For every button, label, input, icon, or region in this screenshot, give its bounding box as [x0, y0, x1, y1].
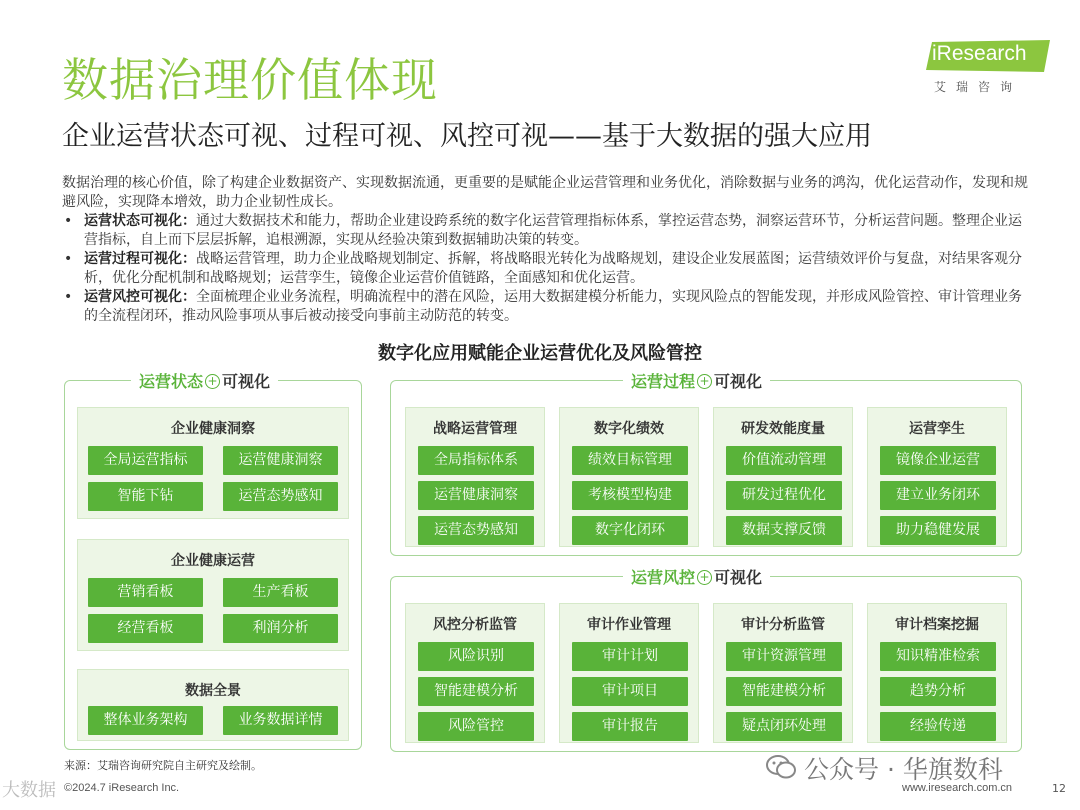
item-chip: 全局运营指标: [88, 446, 203, 475]
page-number: 12: [1052, 782, 1066, 795]
bullet-risk: [62, 288, 1034, 326]
item-chip: 全局指标体系: [418, 446, 534, 475]
card-audit-archive: [867, 603, 1007, 743]
iresearch-logo: [926, 36, 1050, 96]
logo-text: iResearch: [932, 42, 1027, 65]
item-chip: 疑点闭环处理: [726, 712, 842, 741]
page-title: 数据治理价值体现: [62, 53, 438, 107]
logo-subtext: 艾瑞咨询: [934, 80, 1023, 94]
item-chip: 镜像企业运营: [880, 446, 996, 475]
copyright: ©2024.7 iResearch Inc.: [64, 782, 180, 794]
card-digital-performance: [559, 407, 699, 547]
bullet-text: 战略运营管理，助力企业战略规划制定、拆解，将战略眼光转化为战略规划，建设企业发展蓝图；运营绩效评价与复盘，对结果客观分析，优化分配机制和战略规划；运营孪生，镜像企业运营价值链路，全面感知和优化运营。: [84, 251, 1022, 286]
plus-circle-icon: +: [697, 570, 712, 585]
item-chip: 智能建模分析: [726, 677, 842, 706]
panel-label-dark: 可视化: [222, 372, 271, 391]
item-chip: 智能下钻: [88, 482, 203, 511]
intro-paragraph: 数据治理的核心价值，除了构建企业数据资产、实现数据流通，更重要的是赋能企业运营管理和业务优化，消除数据与业务的鸿沟，优化运营动作，发现和规避风险，实现降本增效，助力企业韧性成长。: [62, 175, 1028, 210]
bullet-text: 通过大数据技术和能力，帮助企业建设跨系统的数字化运营管理指标体系，掌控运营态势，洞察运营环节，分析运营问题。整理企业运营指标，自上而下层层拆解，追根溯源，实现从经验决策到数据辅助决策的转变。: [84, 213, 1022, 248]
plus-circle-icon: +: [205, 374, 220, 389]
item-chip: 绩效目标管理: [572, 446, 688, 475]
card-title: 数字化绩效: [594, 421, 664, 437]
diagram-title: 数字化应用赋能企业运营优化及风险管控: [378, 343, 702, 364]
item-chip: 审计计划: [572, 642, 688, 671]
item-chip: 经验传递: [880, 712, 996, 741]
item-chip: 业务数据详情: [223, 706, 338, 735]
item-chip: 智能建模分析: [418, 677, 534, 706]
item-chip: 价值流动管理: [726, 446, 842, 475]
source-note: 来源：艾瑞咨询研究院自主研究及绘制。: [64, 759, 262, 772]
wechat-icon: [766, 754, 796, 780]
card-title: 审计分析监管: [741, 617, 825, 633]
item-chip: 利润分析: [223, 614, 338, 643]
card-title: 运营孪生: [909, 421, 965, 437]
panel-label-dark: 可视化: [714, 372, 763, 391]
item-chip: 运营态势感知: [418, 516, 534, 545]
panel-label: [623, 369, 770, 392]
bullet-marker: •: [64, 213, 73, 229]
watermark-text: 公众号 · 华旗数科: [804, 755, 1003, 784]
body-text: [62, 174, 1034, 326]
card-title: 审计档案挖掘: [895, 617, 979, 633]
website: www.iresearch.com.cn: [902, 782, 1013, 794]
risk-visualization-panel: [390, 568, 1022, 752]
item-chip: 考核模型构建: [572, 481, 688, 510]
card-audit-analysis: [713, 603, 853, 743]
item-chip: 趋势分析: [880, 677, 996, 706]
card-enterprise-health-operation: [77, 539, 349, 651]
card-rd-efficiency: [713, 407, 853, 547]
bullet-process: [62, 250, 1034, 288]
page-subtitle: 企业运营状态可视、过程可视、风控可视——基于大数据的强大应用: [62, 121, 872, 152]
bullet-text: 全面梳理企业业务流程，明确流程中的潜在风险，运用大数据建模分析能力，实现风险点的智能发现，并形成风险管控、审计管理业务的全流程闭环，推动风险事项从事后被动接受向事前主动防范的转变。: [84, 289, 1022, 324]
plus-circle-icon: +: [697, 374, 712, 389]
item-chip: 助力稳健发展: [880, 516, 996, 545]
panel-label-green: 运营风控: [631, 568, 696, 587]
bullet-state: [62, 212, 1034, 250]
item-chip: 建立业务闭环: [880, 481, 996, 510]
bullet-label: 运营状态可视化：: [84, 213, 196, 229]
panel-label-green: 运营状态: [139, 372, 204, 391]
item-chip: 风险识别: [418, 642, 534, 671]
item-chip: 运营态势感知: [223, 482, 338, 511]
panel-label: [623, 565, 770, 588]
item-chip: 数据支撑反馈: [726, 516, 842, 545]
card-title: 战略运营管理: [433, 421, 517, 437]
card-strategy-operation: [405, 407, 545, 547]
process-visualization-panel: [390, 372, 1022, 556]
panel-label: [131, 369, 278, 392]
card-data-panorama: [77, 669, 349, 741]
item-chip: 数字化闭环: [572, 516, 688, 545]
card-risk-analysis: [405, 603, 545, 743]
card-operation-twin: [867, 407, 1007, 547]
card-title: 研发效能度量: [741, 421, 825, 437]
corner-watermark: 大数据: [2, 780, 56, 801]
item-chip: 知识精准检索: [880, 642, 996, 671]
card-title: 企业健康洞察: [171, 421, 255, 437]
card-title: 企业健康运营: [171, 553, 255, 569]
item-chip: 生产看板: [223, 578, 338, 607]
state-visualization-panel: [64, 372, 362, 750]
panel-label-dark: 可视化: [714, 568, 763, 587]
bullet-marker: •: [64, 289, 73, 305]
card-title: 审计作业管理: [587, 617, 671, 633]
item-chip: 审计项目: [572, 677, 688, 706]
item-chip: 营销看板: [88, 578, 203, 607]
item-chip: 风险管控: [418, 712, 534, 741]
bullet-label: 运营过程可视化：: [84, 251, 196, 267]
card-enterprise-health-insight: [77, 407, 349, 519]
wechat-watermark: [766, 750, 1056, 784]
item-chip: 研发过程优化: [726, 481, 842, 510]
item-chip: 运营健康洞察: [223, 446, 338, 475]
card-title: 数据全景: [185, 683, 241, 699]
item-chip: 审计报告: [572, 712, 688, 741]
bullet-marker: •: [64, 251, 73, 267]
item-chip: 审计资源管理: [726, 642, 842, 671]
panel-label-green: 运营过程: [631, 372, 696, 391]
card-audit-operation: [559, 603, 699, 743]
card-title: 风控分析监管: [433, 617, 517, 633]
bullet-label: 运营风控可视化：: [84, 289, 196, 305]
item-chip: 运营健康洞察: [418, 481, 534, 510]
item-chip: 整体业务架构: [88, 706, 203, 735]
item-chip: 经营看板: [88, 614, 203, 643]
